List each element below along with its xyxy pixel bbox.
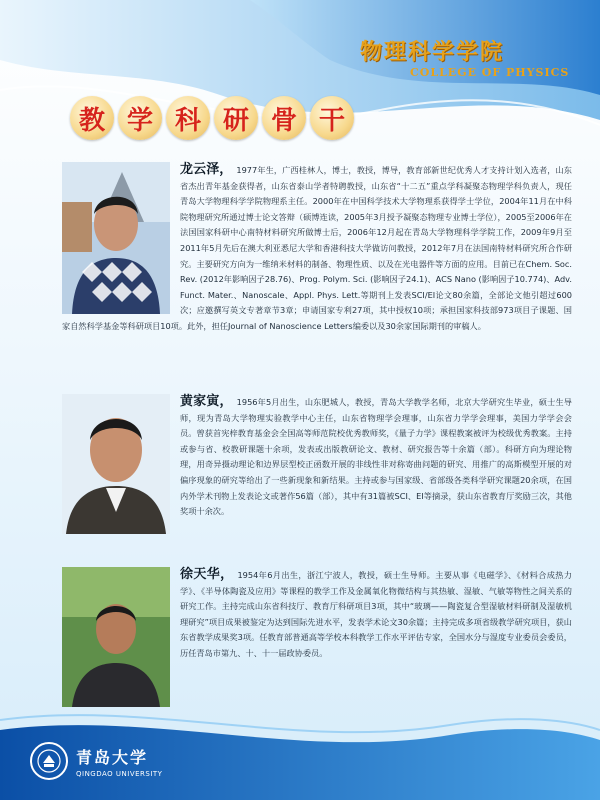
title-char: 骨 [262, 96, 306, 140]
title-char: 学 [118, 96, 162, 140]
college-name-cn: 物理科学学院 [360, 39, 505, 65]
portrait-photo [62, 394, 170, 534]
profile-xu-tianhua [62, 567, 572, 707]
university-logo [30, 742, 162, 780]
profile-name: 龙云泽， [180, 162, 233, 177]
portrait-photo [62, 567, 170, 707]
profile-bio-text: 1977年生，广西桂林人，博士，教授，博导，教育部新世纪优秀人才支持计划入选者，山东省杰出青年基金获得者，山东省泰山学者特聘教授，山东省“十二五”重点学科凝聚态物理学科负责人，现任青岛大学物理科学学院物理系主任。2000年在中国科学技术大学物理系获得学士学位，2004年11月在中科院物理研究所通过博士论文答辩（硕博连读，2005年3月授予凝聚态物理专业博士学位），2005至2006年在法国国家科研中心南特材料研究所做博士后，2006年12月起在青岛大学物理科学学院工作，2009年9月至2011年5月先后在澳大利亚悉尼大学和香港科技大学做访问教授，2012年7月在法国南特材料研究所合作研究。主要研究方向为一维纳米材料的制备、物理性质、以及在光电器件等方面的应用。目前已在Chem. Soc. Rev. (2012年影响因子28.76)、Prog. Polym. Sci. (影响因子24.1)、ACS Nano (影响因子10.774)、Adv. Funct. Mater.、Nanoscale、Appl. Phys. Lett.等期刊上发表SCI/EI论文80余篇，全部论文他引超过600次；应邀撰写英文专著章节3章；申请国家专利27项，其中授权10项；承担国家科技部973项目子课题、国家自然科学基金等科研项目10项。此外，担任Journal of Nanoscience Letters编委以及30余家国际期刊的审稿人。 [62, 165, 572, 331]
university-seal-icon [30, 742, 68, 780]
profile-bio-text: 1954年6月出生，浙江宁波人，教授，硕士生导师。主要从事《电磁学》、《材料合成热力学》、《半导体陶瓷及应用》等课程的教学工作及金属氧化物微结构与其热敏、湿敏、气敏等物性之间关系的研究工作。主持完成山东省科技厅、教育厅科研项目3项，其中“玻璃——陶瓷复合型湿敏材料研制及湿敏机理研究”项目成果被鉴定为达到国际先进水平，发表学术论文30余篇；主持完成多项省级教学研究项目，获山东省教学成果奖3项。任教育部普通高等学校本科教学工作水平评估专家，全国水分与湿度专业委员会委员，历任青岛市第九、十、十一届政协委员。 [180, 570, 572, 658]
profile-name: 徐天华， [180, 567, 234, 582]
university-name-en: QINGDAO UNIVERSITY [76, 769, 163, 778]
college-name-en: COLLEGE OF PHYSICS [410, 66, 570, 79]
profile-huang-jiayin [62, 394, 572, 534]
profile-bio-text: 1956年5月出生，山东肥城人，教授，青岛大学教学名师，北京大学研究生毕业，硕士生导师，现为青岛大学物理实验教学中心主任，山东省物理学会理事，山东省力学学会理事，美国力学学会会员。曾获首宪梓教育基金会全国高等师范院校优秀教师奖，《量子力学》课程教案被评为校级优秀教案。主持或参与省、校教研课题十余项，发表或出版教研论文、教材、研究报告等十余篇（部）。科研方向为理论物理，用奇异摄动理论和边界层型校正函数开展的非线性非对称寄曲问题的研究、用推广的高斯模型开展的对偏序现象的研究等给出了一些新现象和新结果。主持或参与国家级、省部级各类科学研究课题20余项，在国内外学术刊物上发表论文或著作56篇（部），其中有31篇被SCI、EI等摘录，获山东省教育厅奖励三次，其他奖项十余次。 [180, 397, 572, 517]
university-name-cn: 青岛大学 [76, 747, 149, 767]
title-char: 教 [70, 96, 114, 140]
section-title [70, 96, 354, 140]
title-char: 研 [214, 96, 258, 140]
profile-long-yunze [62, 162, 572, 335]
title-char: 科 [166, 96, 210, 140]
profile-name: 黄家寅， [180, 394, 233, 409]
title-char: 干 [310, 96, 354, 140]
portrait-photo [62, 162, 170, 314]
